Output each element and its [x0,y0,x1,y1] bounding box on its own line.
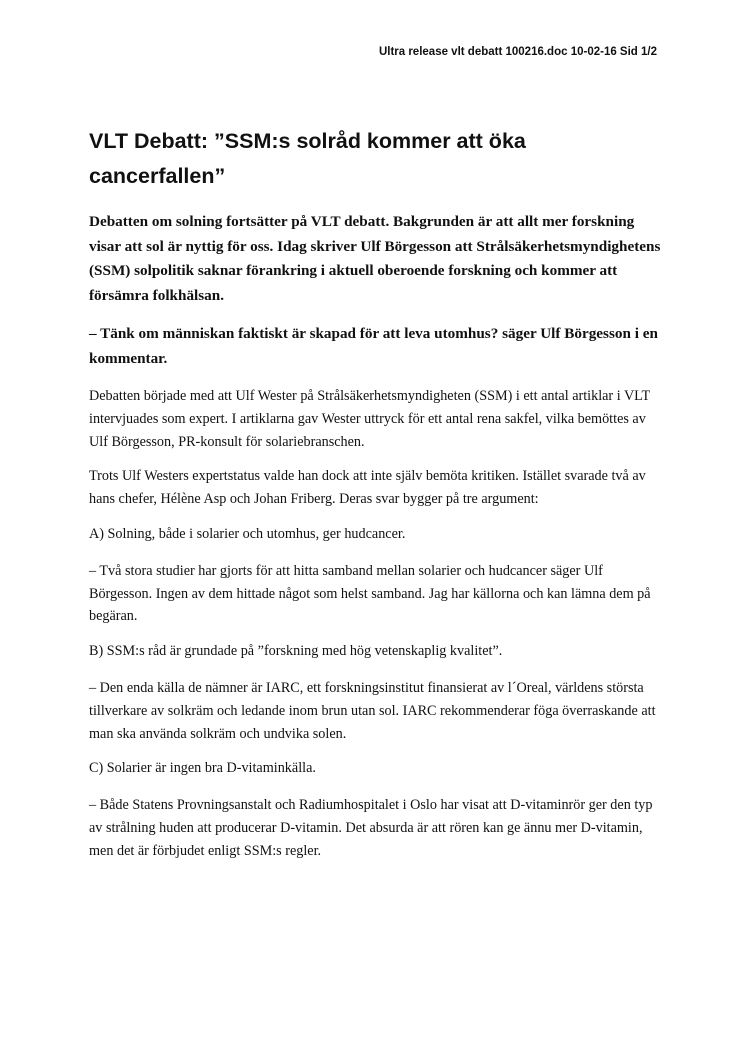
argument-c: C) Solarier är ingen bra D-vitaminkälla. [89,760,316,777]
lead-paragraph: Debatten om solning fortsätter på VLT debatt. Bakgrunden är att allt mer forskning visar att sol är nyttig för oss. Idag skriver Ulf Börgesson att Strålsäkerhetsmyndighetens (SSM) solpolitik saknar förankring i aktuell oberoende forskning och kommer att försämra folkhälsan. [89,213,661,304]
article [89,124,664,875]
body-paragraph: – Den enda källa de nämner är IARC, ett forskningsinstitut finansierat av l´Oreal, världens största tillverkare av solkräm och ledande inom brun utan sol. IARC rekommenderar föga överraskande att man ska använda solkräm och undvika solen. [89,679,656,742]
body-paragraph: Debatten började med att Ulf Wester på Strålsäkerhetsmyndigheten (SSM) i ett antal artiklar i VLT intervjuades som expert. I artiklarna gav Wester uttryck för ett antal rena sakfel, vilka bemöttes av Ulf Börgesson, PR-konsult för solariebranschen. [89,388,650,450]
body-paragraph: – Två stora studier har gjorts för att hitta samband mellan solarier och hudcancer säger Ulf Börgesson. Ingen av dem hittade något som helst samband. Jag har källorna och kan lämna dem på begäran. [89,562,651,625]
argument-a: A) Solning, både i solarier och utomhus, ger hudcancer. [89,525,406,542]
argument-b: B) SSM:s råd är grundade på ”forskning med hög vetenskaplig kvalitet”. [89,643,503,660]
body-paragraph: – Både Statens Provningsanstalt och Radiumhospitalet i Oslo har visat att D-vitaminrör ger den typ av strålning huden att producerar D-vitamin. Det absurda är att rören kan ge ännu mer D-vitamin, men det är förbjudet enligt SSM:s regler. [89,797,653,859]
body-paragraph: Trots Ulf Westers expertstatus valde han dock att inte själv bemöta kritiken. Istället svarade två av hans chefer, Hélène Asp och Johan Friberg. Deras svar bygger på tre argument: [89,468,646,508]
lead-quote: – Tänk om människan faktiskt är skapad för att leva utomhus? säger Ulf Börgesson i en kommentar. [89,325,658,367]
document-header: Ultra release vlt debatt 100216.doc 10-02-16 Sid 1/2 [378,46,657,58]
article-title: VLT Debatt: ”SSM:s solråd kommer att öka cancerfallen” [89,129,526,188]
